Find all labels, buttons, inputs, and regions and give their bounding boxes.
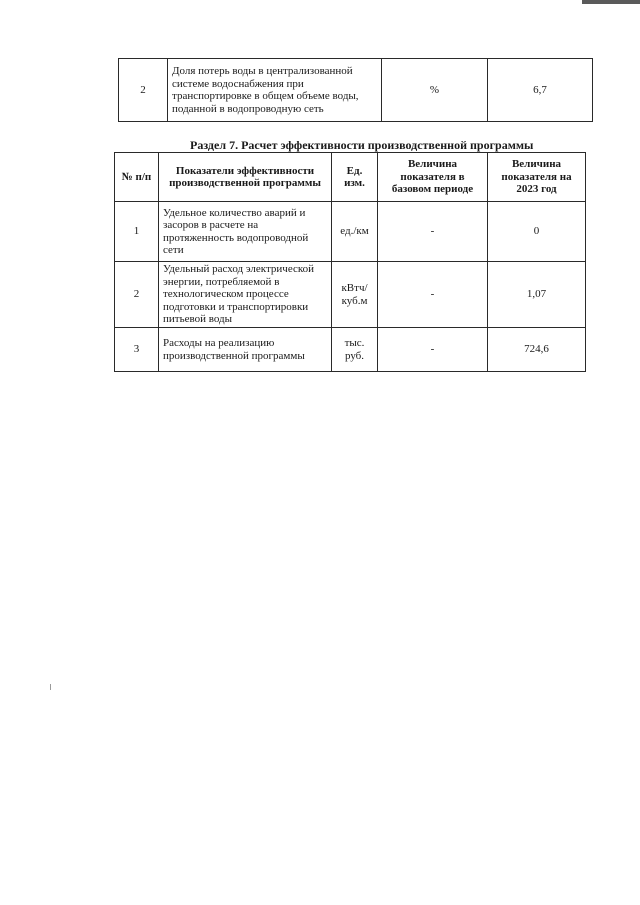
section-title: Раздел 7. Расчет эффективности производственной программы [190,138,534,152]
header-indicator: Показатели эффективности производственной программы [159,153,332,202]
indicator-cell: Доля потерь воды в централизованной системе водоснабжения при транспортировке в общем объеме воды, поданной в водопроводную сеть [168,59,382,122]
row-number: 1 [115,202,159,262]
table-row [115,328,586,372]
indicator-cell: Удельное количество аварий и засоров в расчете на протяженность водопроводной сети [159,202,332,262]
indicator-cell: Удельный расход электрической энергии, потребляемой в технологическом процессе подготовки и транспортировки питьевой воды [159,262,332,328]
unit-cell: ед./км [332,202,378,262]
unit-cell: тыс. руб. [332,328,378,372]
table-row [115,262,586,328]
table-row [115,202,586,262]
scan-edge-mark [582,0,640,4]
value-cell: 6,7 [488,59,593,122]
base-value-cell: - [378,328,488,372]
base-value-cell: - [378,202,488,262]
base-value-cell: - [378,262,488,328]
indicator-cell: Расходы на реализацию производственной программы [159,328,332,372]
table-row [119,59,593,122]
target-value-cell: 1,07 [488,262,586,328]
header-num: № п/п [115,153,159,202]
target-value-cell: 0 [488,202,586,262]
continued-table [118,58,593,122]
header-target: Величина показателя на 2023 год [488,153,586,202]
header-base: Величина показателя в базовом периоде [378,153,488,202]
row-number: 2 [115,262,159,328]
efficiency-table [114,152,586,372]
margin-mark [50,684,51,690]
row-number: 2 [119,59,168,122]
target-value-cell: 724,6 [488,328,586,372]
table-header-row [115,153,586,202]
unit-cell: % [382,59,488,122]
unit-cell: кВтч/ куб.м [332,262,378,328]
row-number: 3 [115,328,159,372]
header-unit: Ед. изм. [332,153,378,202]
